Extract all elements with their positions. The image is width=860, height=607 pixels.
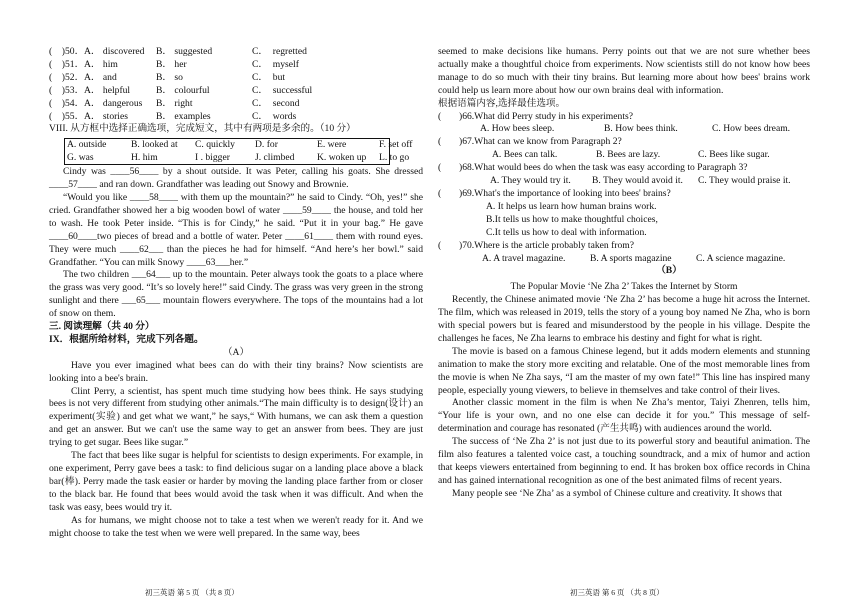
option: B. They would avoid it. [592, 175, 683, 187]
question-text: )70.Where is the article probably taken from? [459, 239, 635, 251]
passage-b-paragraph: Recently, the Chinese animated movie ‘Ne Zha 2’ has become a huge hit across the Internet. The film, which was released in 2019, tells the story of a young boy named Ne Zha, who is born with special powers but is feared and misunderstood by the people in his village. Despite the challenges he faces, Ne Zha learns to embrace his destiny and fight for what is right. [438, 294, 810, 344]
question-number: ( )50． [49, 46, 85, 57]
word-bank-item: B. looked at [131, 139, 178, 151]
word-bank-item: A. outside [67, 139, 107, 151]
mcq-question [438, 136, 810, 149]
option: A. A travel magazine. [482, 252, 566, 264]
passage-b-paragraph: The movie is based on a famous Chinese legend, but it adds modern elements and stunning animation to make the story more exciting and relatable. One of the most memorable lines from the movie is when Ne Zha says, “I am the master of my own fate!” This line has inspired many people, especially young viewers, to believe in themselves and take control of their lives. [438, 345, 810, 396]
section-3-title: 三. 阅读理解（共 40 分） [49, 321, 155, 333]
right-page [438, 46, 810, 501]
choice-row [49, 98, 423, 111]
answer-bracket: ( [438, 162, 442, 174]
passage-a-paragraph: As for humans, we might choose not to take a test when we weren't ready for it. And we might choose to take the test when we were well prepared. In the same way, bees [49, 514, 423, 539]
answer-bracket: ( [438, 110, 442, 122]
option-b: B． her [156, 58, 187, 70]
option-c: C． myself [252, 58, 299, 70]
mcq-options [438, 253, 810, 266]
option: C.It tells us how to deal with information. [486, 226, 647, 238]
option: C. A science magazine. [696, 252, 786, 264]
option-a: A． helpful [84, 84, 131, 96]
question-number: ( )51． [49, 58, 85, 70]
option: C. How bees dream. [712, 123, 791, 135]
word-bank-item: J. climbed [255, 151, 295, 163]
question-text: )66.What did Perry study in his experiments? [459, 110, 633, 122]
option: A. It helps us learn how human brains work. [486, 200, 657, 212]
cloze-paragraph: Cindy was ____56____ by a shout outside. It was Peter, calling his goats. She dressed ____57____ and ran down. Grandfather was leading out Snowy and Brownie. [49, 166, 423, 191]
word-bank-item: E. were [317, 139, 347, 151]
option-b: B． right [156, 97, 193, 109]
option-a: A． discovered [84, 46, 145, 57]
choice-row [49, 111, 423, 124]
mcq-options [438, 123, 810, 136]
option-a: A． stories [84, 110, 128, 122]
option: B. Bees are lazy. [596, 149, 661, 161]
option-b: B． colourful [156, 84, 210, 96]
question-text: )68.What would bees do when the task was easy according to Paragraph 3? [459, 162, 748, 174]
word-bank-item: F. set off [379, 139, 413, 151]
question-number: ( )54． [49, 97, 85, 109]
option-b: B． suggested [156, 46, 213, 57]
choice-row [49, 46, 423, 59]
option: B. How bees think. [604, 123, 678, 135]
section-9-title: IX．根据所给材料，完成下列各题。 [49, 333, 204, 345]
word-bank-item: H. him [131, 151, 158, 163]
word-bank-item: D. for [255, 139, 278, 151]
answer-bracket: ( [438, 136, 442, 148]
option-c: C． second [252, 97, 300, 109]
cloze-paragraph: “Would you like ____58____ with them up the mountain?” he said to Cindy. “Oh, yes!” she cried. Grandfather showed her a big wooden bowl of water ____59____ the house, and told her to wash. He took Peter inside. “This is for Cindy,” he said. “Put it in your bag.” He gave ____60____two pieces of bread and a bottle of water. Peter ____61____ them with round eyes. They were much ____62___ than the pieces he had for himself. “And here’s her bowl.” said Grandfather. “You can milk Snowy ____63___her.” [49, 191, 423, 268]
choice-row [49, 72, 423, 85]
option-a: A． and [84, 71, 117, 83]
mcq-options [438, 149, 810, 162]
word-bank [64, 138, 413, 165]
option-b: B． examples [156, 110, 211, 122]
choice-row [49, 85, 423, 98]
left-page [49, 46, 423, 540]
passage-a-label: （A） [222, 346, 250, 358]
passage-a-paragraph: Clint Perry, a scientist, has spent much time studying how bees think. He says studying bees is not very different from studying other animals.“The main difficulty is to design(设计) an experiment(实验) and get what we want,” he says,“ With humans, we can ask them a question and get an answer. But we can't use the same way to get an answer from bees. They are just trying to get sugar. Bees like sugar.” [49, 385, 423, 449]
cloze-paragraph: The two children ___64___ up to the mountain. Peter always took the goats to a place where the grass was very good. “It’s so lovely here!” said Cindy. The grass was very green in the strong sunlight and there ___65___ mountain flowers everywhere. The tops of the mountains had a lot of snow on them. [49, 269, 423, 320]
word-bank-item: I . bigger [195, 151, 230, 163]
option-c: C． regretted [252, 46, 307, 57]
option: C. Bees like sugar. [698, 149, 770, 161]
section-8-title: VIII. 从方框中选择正确选项，完成短文，其中有两项是多余的。（10 分） [49, 123, 356, 135]
answer-bracket: ( [438, 187, 442, 199]
passage-a-paragraph: The fact that bees like sugar is helpful for scientists to design experiments. For example, in one experiment, Perry gave bees a task: to find delicious sugar on a landing place above a black bar(棒). Perry made the task easier or harder by moving the landing place farther from or closer to the black bar. He found that bees would avoid the task when it was difficult. And when the task was easy, bees would try it. [49, 450, 423, 513]
question-number: ( )52． [49, 71, 85, 83]
word-bank-item: L. to go [379, 151, 410, 163]
passage-b-paragraph: The success of ‘Ne Zha 2’ is not just due to its powerful story and beautiful animation. The film also features a talented voice cast, a touching soundtrack, and a mix of humor and action that keeps viewers entertained from beginning to end. It has broken box office records in China and has gained international recognition as one of the best animated films of recent years. [438, 436, 810, 486]
option: B.It tells us how to make thoughtful choices, [486, 213, 658, 225]
choice-list [49, 46, 423, 123]
option: A. Bees can talk. [492, 149, 558, 161]
option-c: C． successful [252, 84, 313, 96]
mcq-question [438, 240, 810, 253]
option: A. How bees sleep. [480, 123, 555, 135]
option: C. They would praise it. [698, 175, 791, 187]
question-number: ( )53． [49, 84, 85, 96]
option: B. A sports magazine [590, 252, 672, 264]
passage-a-continuation: seemed to make decisions like humans. Perry points out that we are not sure whether bees actually make a thoughtful choice from experiments. Now scientists still do not know how bees manage to do so much with their tiny brains. But learning more about how bees' brains work could help us learn more about how our own brains deal with information. [438, 46, 810, 96]
mcq-question [438, 188, 810, 201]
option-c: C． words [252, 110, 297, 122]
mcq-options [438, 175, 810, 188]
choice-row [49, 59, 423, 72]
question-text: )67.What can we know from Paragraph 2? [459, 136, 622, 148]
word-bank-item: K. woken up [317, 151, 367, 163]
question-number: ( )55． [49, 110, 85, 122]
option: A. They would try it. [490, 175, 571, 187]
page-footer-left: 初三英语 第 5 页 （共 8 页） [145, 588, 239, 597]
passage-a-paragraph: Have you ever imagined what bees can do with their tiny brains? Now scientists are looking into a bee's brain. [49, 359, 423, 384]
question-text: )69.What's the importance of looking into bees' brains? [459, 187, 671, 199]
option-b: B． so [156, 71, 183, 83]
passage-b-title: The Popular Movie ‘Ne Zha 2’ Takes the Internet by Storm [510, 281, 738, 293]
word-bank-item: G. was [67, 151, 94, 163]
page-footer-right: 初三英语 第 6 页 （共 8 页） [570, 588, 664, 597]
word-bank-item: C. quickly [195, 139, 235, 151]
passage-b-paragraph: Many people see ‘Ne Zha’ as a symbol of Chinese culture and creativity. It shows that [452, 487, 783, 499]
instruction: 根据语篇内容,选择最佳选项。 [438, 97, 566, 109]
passage-b-paragraph: Another classic moment in the film is when Ne Zha’s mentor, Taiyi Zhenren, tells him, “Your life is your own, and no one else can decide it for you.” This message of self-determination and courage has resonated (产生共鸣) with audiences around the world. [438, 397, 810, 435]
option-a: A． dangerous [84, 97, 143, 109]
option-a: A． him [84, 58, 118, 70]
passage-b-label: （B） [656, 265, 682, 277]
mcq-question [438, 111, 810, 124]
mcq-question [438, 162, 810, 175]
answer-bracket: ( [438, 239, 442, 251]
option-c: C． but [252, 71, 286, 83]
